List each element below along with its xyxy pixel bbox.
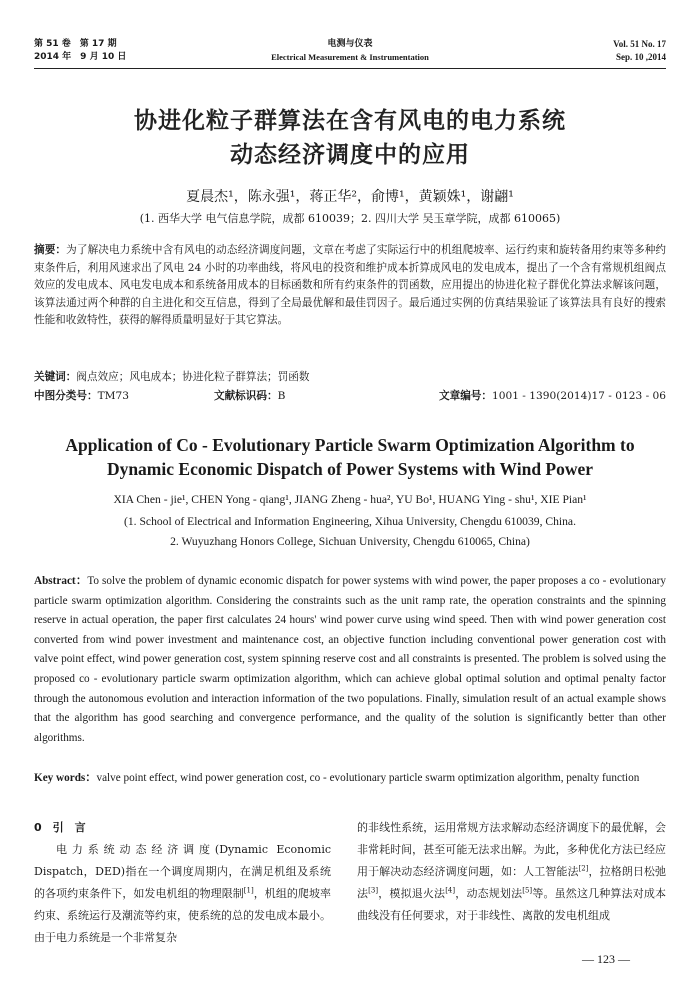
title-cn-line1: 协进化粒子群算法在含有风电的电力系统 [134,108,566,134]
header-divider [34,68,666,69]
keywords-cn-label: 关键词： [34,371,77,383]
article-number-value: 1001 - 1390(2014)17 - 0123 - 06 [491,390,666,402]
citation-ref-3: [3] [368,886,379,895]
right-text-2: ，拉格朗日松弛法 [357,865,667,900]
authors-cn: 夏晨杰¹，陈永强¹，蒋正华²，俞博¹，黄颖姝¹，谢翩¹ [186,189,514,205]
affiliation-en [0,512,700,552]
clc-label: 中图分类号： [34,390,98,402]
citation-ref-5: [5] [522,886,533,895]
section-title: 引 言 [52,821,86,834]
affiliation-en-line1: (1. School of Electrical and Information Engineering, Xihua University, Chengdu 610039, China. [124,515,576,528]
article-number-label: 文章编号： [439,390,492,402]
doc-code-label: 文献标识码： [214,390,278,402]
paper-title-en [0,433,700,481]
affiliation-en-line2: 2. Wuyuzhang Honors College, Sichuan University, Chengdu 610065, China) [170,535,530,548]
title-cn-line2: 动态经济调度中的应用 [230,142,470,168]
citation-ref-1: [1] [243,886,254,895]
abstract-en-label: Abstract： [34,575,88,587]
body-column-right [357,817,666,927]
body-column-left [34,817,331,949]
journal-name-cn: 电测与仪表 [327,39,373,49]
title-en-line2: Dynamic Economic Dispatch of Power Systems with Wind Power [106,459,594,479]
doc-code-value: B [277,390,286,402]
section-number: 0 [34,821,42,834]
journal-name-en: Electrical Measurement & Instrumentation [271,52,429,62]
keywords-cn [34,369,666,386]
paper-title-cn [0,104,700,172]
citation-ref-4: [4] [445,886,456,895]
citation-ref-2: [2] [578,864,589,873]
volume-issue-en: Vol. 51 No. 17 [613,39,666,49]
header-volume-en [613,38,666,64]
abstract-en-text: To solve the problem of dynamic economic dispatch for power systems with wind power, the paper proposes a co - evolutionary particle swarm optimization algorithm. Considering the constraints such as the unit ramp rate, the operation constraints and the spinning reserve in actual operation, the paper first calculates 24 hours' wind power curve using wind speed. Then with wind power generation cost converted from wind power investment and maintenance cost, an objective function including conventional power generation cost with valve point effect, wind power generation cost, system spinning reserve cost and all constraints is presented. The problem is solved using the proposed co - evolutionary particle swarm optimization algorithm, which can achieve global optimal solution and optimal penalty factor through the autonomous evolution and interaction information of the two populations. Finally, simulation result of an actual example shows that the algorithm has good searching and convergence performance, and the quality of the solution is significantly better than other algorithms. [34,575,666,744]
running-header [34,38,666,66]
abstract-cn-text: 为了解决电力系统中含有风电的动态经济调度问题，文章在考虑了实际运行中的机组爬坡率、运行约束和旋转备用约束等多种约束条件后，利用风速求出了风电 24 小时的功率曲线，将风电的投资和维护成本折算成风电的发电成本，提出了一个含有常规机组阀点效应的发电成本、风电发电成本和系统备用成本的目标函数和所有约束条件的罚函数，应用提出的协进化粒子群优化算法求解该问题，该算法通过两个种群的自主进化和交互信息，得到了全局最优解和最佳罚因子。最后通过实例的仿真结果验证了该算法具有良好的搜索性能和收敛特性，获得的解得质量明显好于其它算法。 [34,244,667,327]
right-text-5: 等。虽然这几种算法对成本曲线没有任何要求，对于非线性、离散的发电机组成 [357,887,667,922]
page-number: — 123 — [582,952,630,966]
title-en-line1: Application of Co - Evolutionary Particle Swarm Optimization Algorithm to [65,435,635,455]
clc-value: TM73 [97,390,129,402]
doc-code [214,388,285,405]
keywords-en-text: valve point effect, wind power generation cost, co - evolutionary particle swarm optimization algorithm, penalty function [96,772,640,784]
intro-paragraph [34,839,331,949]
volume-issue-cn: 第 51 卷 第 17 期 [34,39,117,49]
abstract-cn-label: 摘要： [34,244,67,256]
right-text-1: 的非线性系统，运用常规方法求解动态经济调度下的最优解，会非常耗时间，甚至可能无法求出解。为此，多种优化方法已经应用于解决动态经济调度问题，如：人工智能法 [357,821,666,878]
right-text-3: ，模拟退火法 [378,887,446,900]
header-journal [34,38,666,64]
article-number [439,388,666,405]
date-cn: 2014 年 9 月 10 日 [34,52,127,62]
affiliation-cn: (1. 西华大学 电气信息学院，成都 610039；2. 四川大学 吴玉章学院，成都 610065) [139,212,561,225]
authors-en: XIA Chen - jie¹, CHEN Yong - qiang¹, JIANG Zheng - hua², YU Bo¹, HUANG Ying - shu¹, XIE Pian¹ [113,493,587,506]
clc-number [34,388,129,405]
intro-text-1: 电力系统动态经济调度(Dynamic Economic Dispatch，DED)指在一个调度周期内，在满足机组及系统的各项约束条件下，如发电机组的物理限制 [34,843,331,900]
intro-text-2: ，机组的爬坡率约束、系统运行及潮流等约束，使系统的总的发电成本最小。由于电力系统是一个非常复杂 [34,887,332,944]
keywords-en [34,769,666,789]
abstract-cn [34,242,666,330]
classification-row [34,388,666,405]
keywords-en-label: Key words： [34,772,97,784]
right-text-4: ，动态规划法 [455,887,523,900]
abstract-en [34,572,666,748]
keywords-cn-text: 阀点效应；风电成本；协进化粒子群算法；罚函数 [76,371,310,383]
date-en: Sep. 10 ,2014 [615,52,666,62]
section-heading [34,817,331,839]
